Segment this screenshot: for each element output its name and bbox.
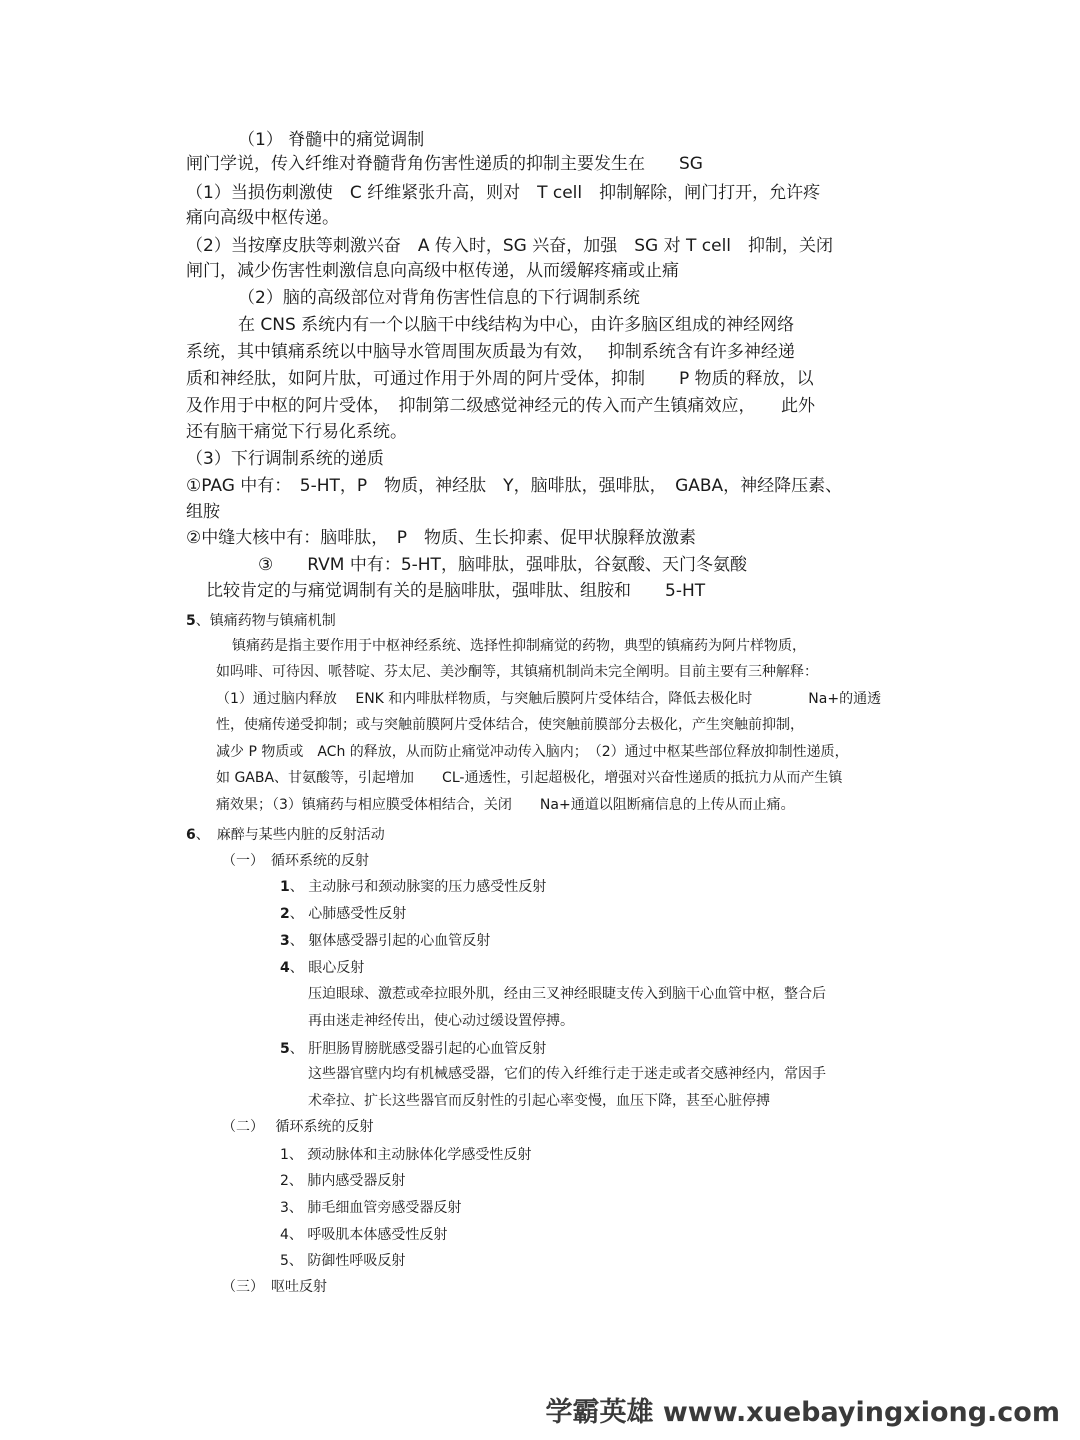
- section5-heading: [186, 611, 336, 631]
- gate-theory-intro: 闸门学说，传入纤维对脊髓背角伤害性递质的抑制主要发生在 SG: [186, 154, 703, 174]
- gate-point1-line2: 痛向高级中枢传递。: [186, 208, 339, 228]
- sub1-item-number: 5: [280, 1041, 290, 1057]
- sub2-item: 3、 肺毛细血管旁感受器反射: [280, 1200, 462, 1216]
- sub1-item-number: 3: [280, 933, 290, 949]
- gate-point2-line1: （2）当按摩皮肤等刺激兴奋 A 传入时，SG 兴奋，加强 SG 对 T cell 抑制，关闭: [186, 236, 834, 256]
- brain-paragraph-line: 及作用于中枢的阿片受体， 抑制第二级感觉神经元的传入而产生镇痛效应， 此外: [186, 396, 815, 416]
- section6-number: 6: [186, 827, 196, 843]
- sub1-item-text: 、 主动脉弓和颈动脉窦的压力感受性反射: [289, 879, 547, 895]
- section5-line: 性，使痛传递受抑制；或与突触前膜阿片受体结合，使突触前膜部分去极化，产生突触前抑制，: [216, 717, 804, 733]
- section5-line: 痛效果；（3）镇痛药与相应膜受体相结合，关闭 Na+通道以阻断痛信息的上传从而止痛。: [216, 797, 795, 813]
- section5-title: 、镇痛药物与镇痛机制: [195, 613, 336, 629]
- sub2-item: 1、 颈动脉体和主动脉体化学感受性反射: [280, 1147, 532, 1163]
- sub1-item-text: 、 肝胆肠胃膀胱感受器引起的心血管反射: [289, 1041, 547, 1057]
- raphe-line: ②中缝大核中有：脑啡肽， P 物质、生长抑素、促甲状腺释放激素: [186, 528, 696, 548]
- brain-paragraph-line: 在 CNS 系统内有一个以脑干中线结构为中心，由许多脑区组成的神经网络: [238, 315, 795, 335]
- item4-description-line: 再由迷走神经传出，使心动过缓设置停搏。: [308, 1013, 574, 1029]
- rvm-line: ③ RVM 中有：5-HT，脑啡肽，强啡肽，谷氨酸、天门冬氨酸: [258, 555, 747, 575]
- sub1-item: [280, 877, 546, 897]
- section-brain-heading: （2）脑的高级部位对背角伤害性信息的下行调制系统: [238, 288, 640, 308]
- sub1-item: [280, 958, 364, 978]
- section5-line: 镇痛药是指主要作用于中枢神经系统、选择性抑制痛觉的药物，典型的镇痛药为阿片样物质，: [232, 638, 806, 654]
- sub1-item-number: 4: [280, 960, 290, 976]
- section-transmitters-heading: （3）下行调制系统的递质: [186, 449, 384, 469]
- sub2-item: 5、 防御性呼吸反射: [280, 1253, 406, 1269]
- sub3-label: （三） 呕吐反射: [222, 1279, 327, 1295]
- section5-line: （1）通过脑内释放 ENK 和内啡肽样物质，与突触后膜阿片受体结合，降低去极化时 Na+的通透: [216, 691, 882, 707]
- gate-point1-line1: （1）当损伤刺激使 C 纤维紧张升高，则对 T cell 抑制解除，闸门打开，允许疼: [186, 183, 821, 203]
- sub1-item: [280, 1039, 546, 1059]
- gate-point2-line2: 闸门，减少伤害性刺激信息向高级中枢传递，从而缓解疼痛或止痛: [186, 261, 679, 281]
- conclusion-line: 比较肯定的与痛觉调制有关的是脑啡肽，强啡肽、组胺和 5-HT: [206, 581, 706, 601]
- sub1-item-text: 、 躯体感受器引起的心血管反射: [289, 933, 491, 949]
- site-watermark: 学霸英雄 www.xuebayingxiong.com: [545, 1397, 1060, 1428]
- section5-line: 减少 P 物质或 ACh 的释放，从而防止痛觉冲动传入脑内； （2）通过中枢某些部位释放抑制性递质，: [216, 744, 849, 760]
- section5-line: 如吗啡、可待因、哌替啶、芬太尼、美沙酮等，其镇痛机制尚未完全阐明。目前主要有三种解释：: [216, 664, 818, 680]
- brain-paragraph-line: 系统，其中镇痛系统以中脑导水管周围灰质最为有效， 抑制系统含有许多神经递: [186, 342, 795, 362]
- sub1-item-text: 、 眼心反射: [289, 960, 365, 976]
- item5-description-line: 这些器官壁内均有机械感受器，它们的传入纤维行走于迷走或者交感神经内，常因手: [308, 1066, 826, 1082]
- sub1-item: [280, 904, 406, 924]
- brain-paragraph-line: 还有脑干痛觉下行易化系统。: [186, 422, 407, 442]
- item4-description-line: 压迫眼球、激惹或牵拉眼外肌，经由三叉神经眼睫支传入到脑干心血管中枢，整合后: [308, 986, 826, 1002]
- section5-number: 5: [186, 613, 196, 629]
- section-spinal-heading: （1） 脊髓中的痛觉调制: [238, 130, 425, 150]
- section6-heading: [186, 825, 385, 845]
- sub2-item: 2、 肺内感受器反射: [280, 1173, 406, 1189]
- pag-line2: 组胺: [186, 502, 220, 522]
- pag-line1: ①PAG 中有： 5-HT，P 物质，神经肽 Y，脑啡肽，强啡肽， GABA，神经降压素、: [186, 476, 843, 496]
- item5-description-line: 术牵拉、扩长这些器官而反射性的引起心率变慢，血压下降，甚至心脏停搏: [308, 1093, 770, 1109]
- brain-paragraph-line: 质和神经肽，如阿片肽，可通过作用于外周的阿片受体，抑制 P 物质的释放，以: [186, 369, 814, 389]
- section5-line: 如 GABA、甘氨酸等，引起增加 CL-通透性，引起超极化，增强对兴奋性递质的抵抗力从而产生镇: [216, 770, 843, 786]
- sub2-item: 4、 呼吸肌本体感受性反射: [280, 1227, 448, 1243]
- sub1-label: （一） 循环系统的反射: [222, 853, 369, 869]
- section6-title: 、 麻醉与某些内脏的反射活动: [195, 827, 385, 843]
- sub1-item: [280, 931, 490, 951]
- sub2-label: （二） 循环系统的反射: [222, 1119, 374, 1135]
- sub1-item-number: 2: [280, 906, 290, 922]
- sub1-item-number: 1: [280, 879, 290, 895]
- sub1-item-text: 、 心肺感受性反射: [289, 906, 407, 922]
